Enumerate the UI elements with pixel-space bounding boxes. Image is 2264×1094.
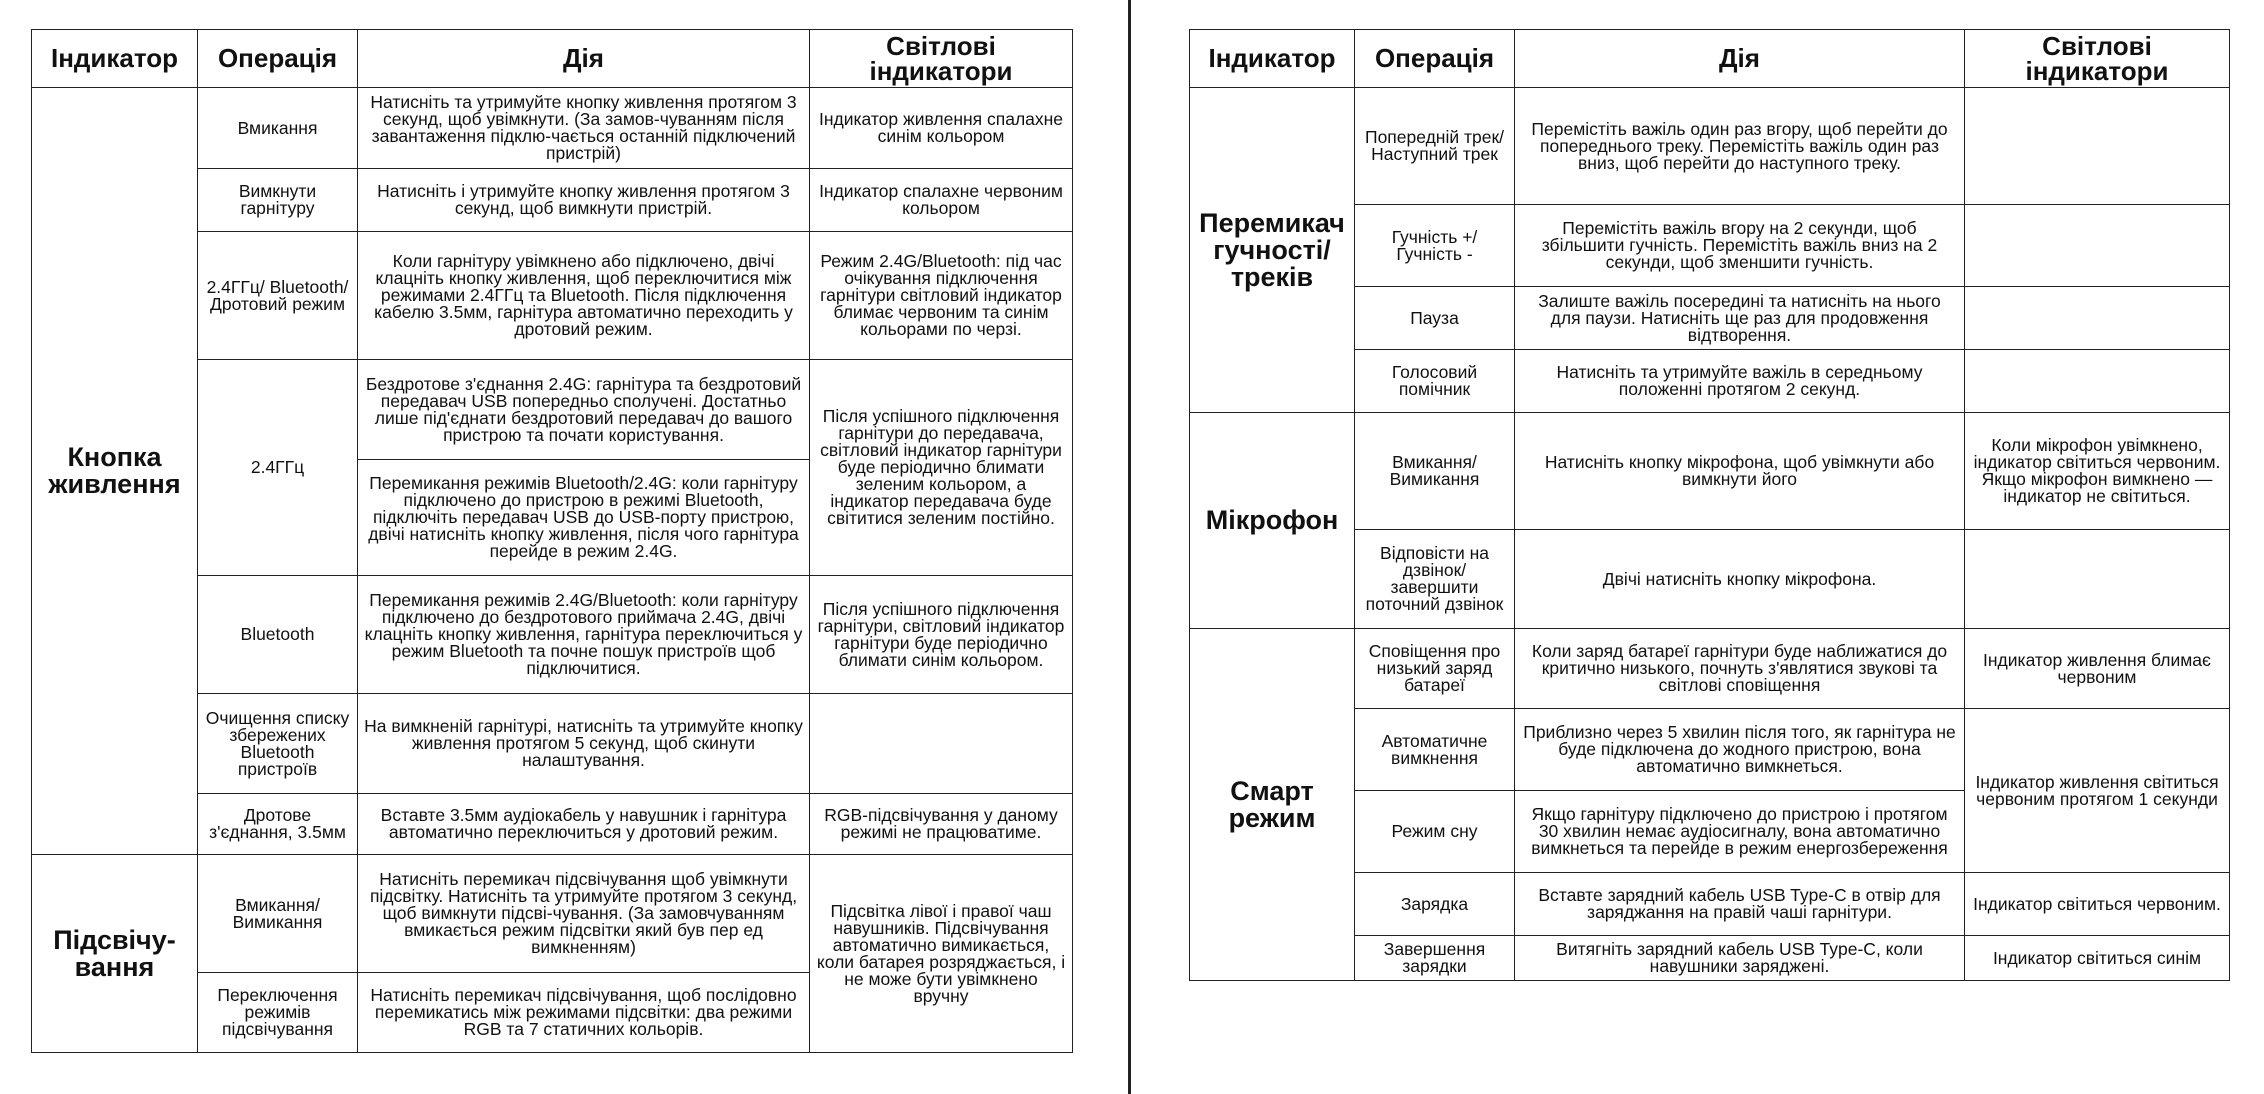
group-backlight: Підсвічу-вання bbox=[32, 855, 198, 1053]
action-cell: Вставте 3.5мм аудіокабель у навушник і гарнітура автоматично переключиться у дротовий режим. bbox=[358, 794, 810, 855]
action-cell: Витягніть зарядний кабель USB Type-C, коли навушники заряджені. bbox=[1515, 936, 1965, 981]
table-header-row bbox=[1190, 30, 2230, 88]
operation-cell: Сповіщення про низький заряд батареї bbox=[1355, 629, 1515, 709]
action-cell: Перемикання режимів 2.4G/Bluetooth: коли гарнітуру підключено до бездротового приймача 2.4G, двічі клацніть кнопку живлення, гарнітура переключиться у режим Bluetooth та почне пошук пристроїв щоб підключитися. bbox=[358, 576, 810, 694]
action-cell: Натисніть перемикач підсвічування, щоб послідовно перемикатись між режимами підсвітки: два режими RGB та 7 статичних кольорів. bbox=[358, 973, 810, 1053]
group-microphone: Мікрофон bbox=[1190, 413, 1355, 629]
operation-cell: Переключення режимів підсвічування bbox=[198, 973, 358, 1053]
operation-cell: Очищення списку збережених Bluetooth пристроїв bbox=[198, 694, 358, 794]
action-cell: Приблизно через 5 хвилин після того, як гарнітура не буде підключена до жодного пристрою, вона автоматично вимкнеться. bbox=[1515, 709, 1965, 791]
operation-cell: 2.4ГГц/ Bluetooth/ Дротовий режим bbox=[198, 232, 358, 360]
operation-cell: Відповісти на дзвінок/ завершити поточний дзвінок bbox=[1355, 530, 1515, 629]
light-cell: Індикатор світиться синім bbox=[1965, 936, 2230, 981]
action-cell: Двічі натисніть кнопку мікрофона. bbox=[1515, 530, 1965, 629]
operation-cell: Вмикання/ Вимикання bbox=[198, 855, 358, 973]
action-cell: Натисніть кнопку мікрофона, щоб увімкнути або вимкнути його bbox=[1515, 413, 1965, 530]
header-lights: Світлові індикатори bbox=[1965, 30, 2230, 88]
action-cell: Коли заряд батареї гарнітури буде наближатися до критично низького, почнуть з'являтися звукові та світлові сповіщення bbox=[1515, 629, 1965, 709]
action-cell: Натисніть перемикач підсвічування щоб увімкнути підсвітку. Натисніть та утримуйте протягом 3 секунд, щоб вимкнути підсві-чування. (За замовчуванням вмикається режим підсвітки який був пер ед вимкненням) bbox=[358, 855, 810, 973]
light-cell: RGB-підсвічування у даному режимі не працюватиме. bbox=[810, 794, 1073, 855]
light-cell bbox=[1965, 88, 2230, 205]
header-operation: Операція bbox=[1355, 30, 1515, 88]
table-row bbox=[1190, 413, 2230, 530]
light-cell: Режим 2.4G/Bluetooth: під час очікування підключення гарнітури світловий індикатор блимає червоним та синім кольорами по черзі. bbox=[810, 232, 1073, 360]
light-cell: Індикатор живлення світиться червоним протягом 1 секунди bbox=[1965, 709, 2230, 873]
group-volume-track-switch: Перемикач гучності/ треків bbox=[1190, 88, 1355, 413]
action-cell: Натисніть і утримуйте кнопку живлення протягом 3 секунд, щоб вимкнути пристрій. bbox=[358, 169, 810, 232]
header-indicator: Індикатор bbox=[32, 30, 198, 88]
light-cell: Після успішного підключення гарнітури, світловий індикатор гарнітури буде періодично блимати синім кольором. bbox=[810, 576, 1073, 694]
table-row bbox=[32, 88, 1073, 169]
operation-cell: Вмикання bbox=[198, 88, 358, 169]
table-row bbox=[32, 855, 1073, 973]
table-row bbox=[1190, 88, 2230, 205]
operation-cell: Режим сну bbox=[1355, 791, 1515, 873]
header-operation: Операція bbox=[198, 30, 358, 88]
light-cell: Після успішного підключення гарнітури до передавача, світловий індикатор гарнітури буде періодично блимати зеленим кольором, а індикатор передавача буде світитися зеленим постійно. bbox=[810, 360, 1073, 576]
light-cell: Індикатор живлення спалахне синім кольором bbox=[810, 88, 1073, 169]
light-cell bbox=[1965, 205, 2230, 287]
operation-cell: Bluetooth bbox=[198, 576, 358, 694]
action-cell: Перемістіть важіль вгору на 2 секунди, щоб збільшити гучність. Перемістіть важіль вниз на 2 секунди, щоб зменшити гучність. bbox=[1515, 205, 1965, 287]
operation-cell: Зарядка bbox=[1355, 873, 1515, 936]
header-lights: Світлові індикатори bbox=[810, 30, 1073, 88]
operation-cell: Дротове з'єднання, 3.5мм bbox=[198, 794, 358, 855]
action-cell: Натисніть та утримуйте важіль в середньому положенні протягом 2 секунд. bbox=[1515, 350, 1965, 413]
action-subcell: Перемикання режимів Bluetooth/2.4G: коли гарнітуру підключено до пристрою в режимі Bluetooth, підключіть передавач USB до USB-порту пристрою, двічі натисніть кнопку живлення, після чого гарнітура перейде в режим 2.4G. bbox=[368, 472, 799, 561]
light-cell bbox=[1965, 530, 2230, 629]
action-cell-split bbox=[358, 360, 810, 576]
action-cell: Залиште важіль посередині та натисніть на нього для паузи. Натисніть ще раз для продовження відтворення. bbox=[1515, 287, 1965, 350]
table-row bbox=[1190, 629, 2230, 709]
operation-cell: Голосовий помічник bbox=[1355, 350, 1515, 413]
action-cell: Вставте зарядний кабель USB Type-C в отвір для заряджання на правій чаші гарнітури. bbox=[1515, 873, 1965, 936]
operation-cell: Вмикання/ Вимикання bbox=[1355, 413, 1515, 530]
action-cell: Перемістіть важіль один раз вгору, щоб перейти до попереднього треку. Перемістіть важіль один раз вниз, щоб перейти до наступного треку. bbox=[1515, 88, 1965, 205]
light-cell bbox=[1965, 350, 2230, 413]
action-subcell: Бездротове з'єднання 2.4G: гарнітура та бездротовий передавач USB попередньо сполучені. Достатньо лише під'єднати бездротовий передавач до вашого пристрою та почати користування. bbox=[358, 361, 809, 460]
operation-cell: Завершення зарядки bbox=[1355, 936, 1515, 981]
action-cell: Натисніть та утримуйте кнопку живлення протягом 3 секунд, щоб увімкнути. (За замов-чуванням після завантаження підклю-чається останній підключений пристрій) bbox=[358, 88, 810, 169]
light-cell: Коли мікрофон увімкнено, індикатор світиться червоним. Якщо мікрофон вимкнено — індикатор не світиться. bbox=[1965, 413, 2230, 530]
action-cell: Коли гарнітуру увімкнено або підключено, двічі клацніть кнопку живлення, щоб переключитися між режимами 2.4ГГц та Bluetooth. Після підключення кабелю 3.5мм, гарнітура автоматично переходить у дротовий режим. bbox=[358, 232, 810, 360]
operation-cell: Попередній трек/ Наступний трек bbox=[1355, 88, 1515, 205]
operation-cell: Гучність +/ Гучність - bbox=[1355, 205, 1515, 287]
light-cell bbox=[810, 694, 1073, 794]
left-manual-table bbox=[31, 29, 1073, 1053]
light-cell: Підсвітка лівої і правої чаш навушників. Підсвічування автоматично вимикається, коли батарея розряджається, і не може бути увімкнено вручну bbox=[810, 855, 1073, 1053]
operation-cell: Пауза bbox=[1355, 287, 1515, 350]
right-manual-table bbox=[1189, 29, 2230, 981]
operation-cell: 2.4ГГц bbox=[198, 360, 358, 576]
page-divider bbox=[1128, 0, 1131, 1094]
group-smart-mode: Смарт режим bbox=[1190, 629, 1355, 981]
light-cell bbox=[1965, 287, 2230, 350]
light-cell: Індикатор світиться червоним. bbox=[1965, 873, 2230, 936]
table-header-row bbox=[32, 30, 1073, 88]
light-cell: Індикатор спалахне червоним кольором bbox=[810, 169, 1073, 232]
operation-cell: Вимкнути гарнітуру bbox=[198, 169, 358, 232]
header-indicator: Індикатор bbox=[1190, 30, 1355, 88]
group-power-button: Кнопка живлення bbox=[32, 88, 198, 855]
header-action: Дія bbox=[358, 30, 810, 88]
light-cell: Індикатор живлення блимає червоним bbox=[1965, 629, 2230, 709]
operation-cell: Автоматичне вимкнення bbox=[1355, 709, 1515, 791]
header-action: Дія bbox=[1515, 30, 1965, 88]
action-cell: На вимкненій гарнітурі, натисніть та утримуйте кнопку живлення протягом 5 секунд, щоб скинути налаштування. bbox=[358, 694, 810, 794]
action-cell: Якщо гарнітуру підключено до пристрою і протягом 30 хвилин немає аудіосигналу, вона автоматично вимкнеться та перейде в режим енергозбереження bbox=[1515, 791, 1965, 873]
